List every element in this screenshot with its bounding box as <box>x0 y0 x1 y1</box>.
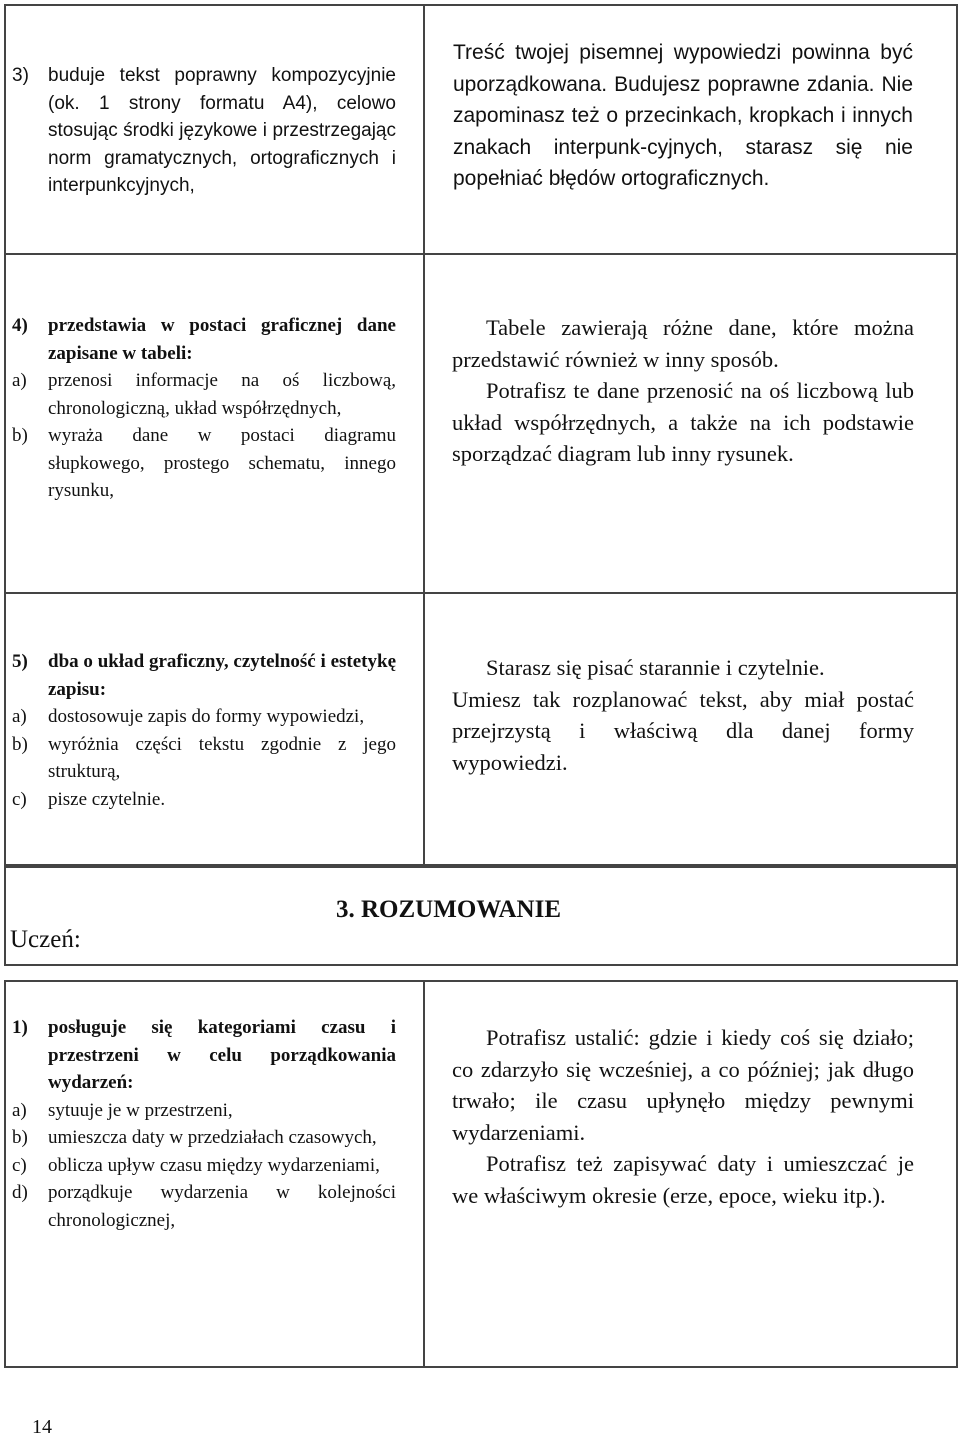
page-number: 14 <box>32 1416 52 1438</box>
row4-heading: przedstawia w postaci graficznej dane zapisane w tabeli: <box>48 315 396 364</box>
row4-paragraph-1: Tabele zawierają różne dane, które można przedstawić również w inny sposób. <box>452 315 914 372</box>
row1-item-b-marker: b) <box>12 1127 28 1148</box>
row4-item-b: wyraża dane w postaci diagramu słupkowego, prostego schematu, innego rysunku, <box>48 425 396 501</box>
row1-item-c-marker: c) <box>12 1154 27 1176</box>
row1-item-d-marker: d) <box>12 1182 28 1203</box>
row5-item-c-marker: c) <box>12 788 27 810</box>
row1-number: 1) <box>12 1017 28 1038</box>
row5-paragraph-1: Starasz się pisać starannie i czytelnie. <box>486 655 825 680</box>
row5-explanation <box>452 652 914 778</box>
row5-number: 5) <box>12 651 28 672</box>
column-divider <box>423 980 425 1368</box>
row5-requirement <box>12 648 396 813</box>
row1-item-a: sytuuje je w przestrzeni, <box>48 1099 233 1121</box>
row1-paragraph-2: Potrafisz też zapisywać daty i umieszczać je we właściwym okresie (erze, epoce, wieku itp.). <box>452 1151 914 1208</box>
row1-item-c: oblicza upływ czasu między wydarzeniami, <box>48 1154 380 1176</box>
row-divider <box>4 253 958 255</box>
row5-item-b-marker: b) <box>12 733 28 755</box>
row-divider <box>4 592 958 594</box>
row3-explanation <box>453 37 913 195</box>
row3-explanation-text: Treść twojej pisemnej wypowiedzi powinna być uporządkowana. Budujesz poprawne zdania. Nie zapominasz też o przecinkach, kropkach i innych znakach interpunk-cyjnych, starasz się nie popełniać błędów ortograficznych. <box>453 41 913 190</box>
row4-requirement <box>12 312 396 505</box>
row5-heading: dba o układ graficzny, czytelność i estetykę zapisu: <box>48 651 396 700</box>
uczen-label: Uczeń: <box>10 926 81 953</box>
row1-item-a-marker: a) <box>12 1099 27 1121</box>
row1-paragraph-1: Potrafisz ustalić: gdzie i kiedy coś się działo; co zdarzyło się wcześniej, a co później; jak długo trwało; ile czasu upłynęło między pewnymi wydarzeniami. <box>452 1025 914 1145</box>
row1-item-b: umieszcza daty w przedziałach czasowych, <box>48 1127 377 1148</box>
row3-requirement-text: buduje tekst poprawny kompozycyjnie (ok. 1 strony formatu A4), celowo stosując środki językowe i przestrzegając norm gramatycznych, ortograficznych i interpunkcyjnych, <box>48 65 396 196</box>
row1-item-d: porządkuje wydarzenia w kolejności chronologicznej, <box>48 1182 396 1231</box>
column-divider <box>423 4 425 866</box>
row3-number: 3) <box>12 65 29 86</box>
row1-heading: posługuje się kategoriami czasu i przestrzeni w celu porządkowania wydarzeń: <box>48 1017 396 1093</box>
row3-requirement <box>12 62 396 200</box>
row4-item-b-marker: b) <box>12 425 28 446</box>
row4-paragraph-2: Potrafisz te dane przenosić na oś liczbową lub układ współrzędnych, a także na ich podstawie sporządzać diagram lub inny rysunek. <box>452 378 914 466</box>
row4-item-a: przenosi informacje na oś liczbową, chronologiczną, układ współrzędnych, <box>48 370 396 419</box>
row4-number: 4) <box>12 315 28 336</box>
section-title: 3. ROZUMOWANIE <box>336 896 562 923</box>
row1-explanation <box>452 1022 914 1211</box>
row5-item-a: dostosowuje zapis do formy wypowiedzi, <box>48 706 365 727</box>
row4-explanation <box>452 312 914 470</box>
row5-item-c: pisze czytelnie. <box>48 788 166 810</box>
row5-item-a-marker: a) <box>12 706 27 727</box>
row5-item-b: wyróżnia części tekstu zgodnie z jego strukturą, <box>48 733 396 782</box>
row4-item-a-marker: a) <box>12 370 27 391</box>
row5-paragraph-2: Umiesz tak rozplanować tekst, aby miał postać przejrzystą i właściwą dla danej formy wypowiedzi. <box>452 686 914 775</box>
row1-requirement <box>12 1014 396 1234</box>
